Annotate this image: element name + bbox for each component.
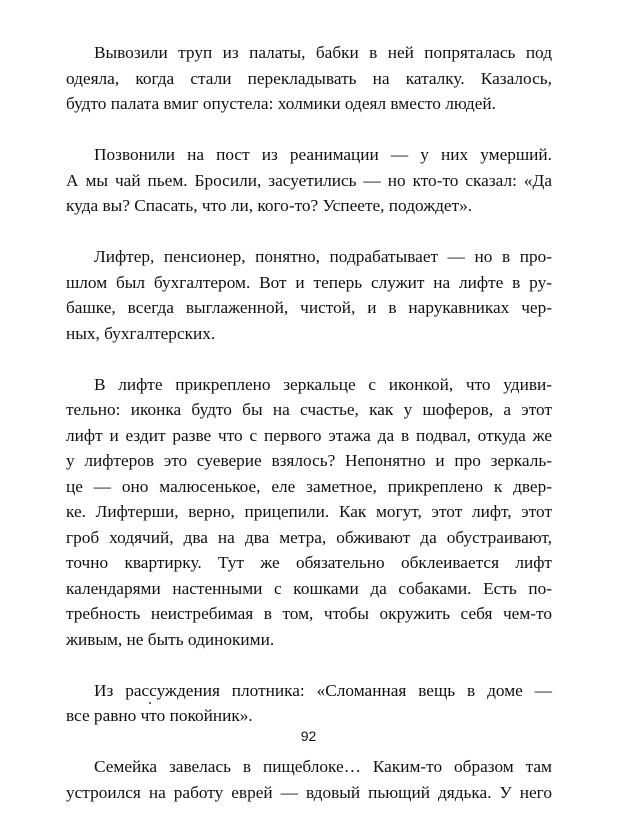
text-line: Из рассуждения плотника: «Сломанная вещь в доме — [94,680,552,700]
text-line: у лифтеров это суеверие взялось? Непонятно и про зеркаль- [66,451,552,470]
text-line: точно квартирку. Тут же обязательно обклеивается лифт [66,553,552,572]
text-line: календарями настенными с кошками да собаками. Есть по- [66,578,552,598]
page-number: 92 [300,728,317,744]
body-text [66,40,552,831]
text-line: все равно что покойник». [66,706,253,725]
paragraph [66,142,552,219]
paragraph [66,372,552,653]
text-line: куда вы? Спасать, что ли, кого-то? Успеете, подождет». [66,196,473,215]
text-line: ных, бухгалтерских. [66,323,216,343]
text-line: устроился на работу еврей — вдовый пьющий дядька. У него [66,782,552,802]
print-speck [149,702,151,704]
text-line: ке. Лифтерши, верно, прицепили. Как могут, этот лифт, этот [66,502,552,521]
text-line: Позвонили на пост из реанимации — у них умерший. [94,145,552,164]
text-line: одеяла, когда стали перекладывать на каталку. Казалось, [66,68,552,88]
text-line: будто палата вмиг опустела: холмики одеял вместо людей. [66,94,496,113]
text-line: требность неистребимая в том, чтобы окружить себя чем-то [66,604,552,623]
paragraph [66,244,552,346]
paragraph [66,678,552,729]
text-line: Семейка завелась в пищеблоке… Каким-то образом там [94,757,552,776]
text-line: В лифте прикреплено зеркальце с иконкой, что удиви- [94,374,552,394]
text-line: Вывозили труп из палаты, бабки в ней попряталась под [94,43,552,62]
text-line: Лифтер, пенсионер, понятно, подрабатывает — но в про- [94,247,552,266]
paragraph [66,40,552,117]
text-line: тельно: иконка будто бы на счастье, как у шоферов, а этот [66,400,552,419]
paragraph [66,754,552,805]
text-line: башке, всегда выглаженной, чистой, и в нарукавниках чер- [66,298,552,317]
text-line: лифт и ездит разве что с первого этажа да в подвал, откуда же [66,425,552,445]
text-line: це — оно малюсенькое, еле заметное, прикреплено к двер- [66,476,552,496]
text-line: А мы чай пьем. Бросили, засуетились — но кто-то сказал: «Да [66,170,552,190]
text-line: живым, не быть одинокими. [66,629,275,649]
text-line: шлом был бухгалтером. Вот и теперь служит на лифте в ру- [66,272,552,292]
text-line: гроб ходячий, два на два метра, обживают да обустраивают, [66,527,552,547]
